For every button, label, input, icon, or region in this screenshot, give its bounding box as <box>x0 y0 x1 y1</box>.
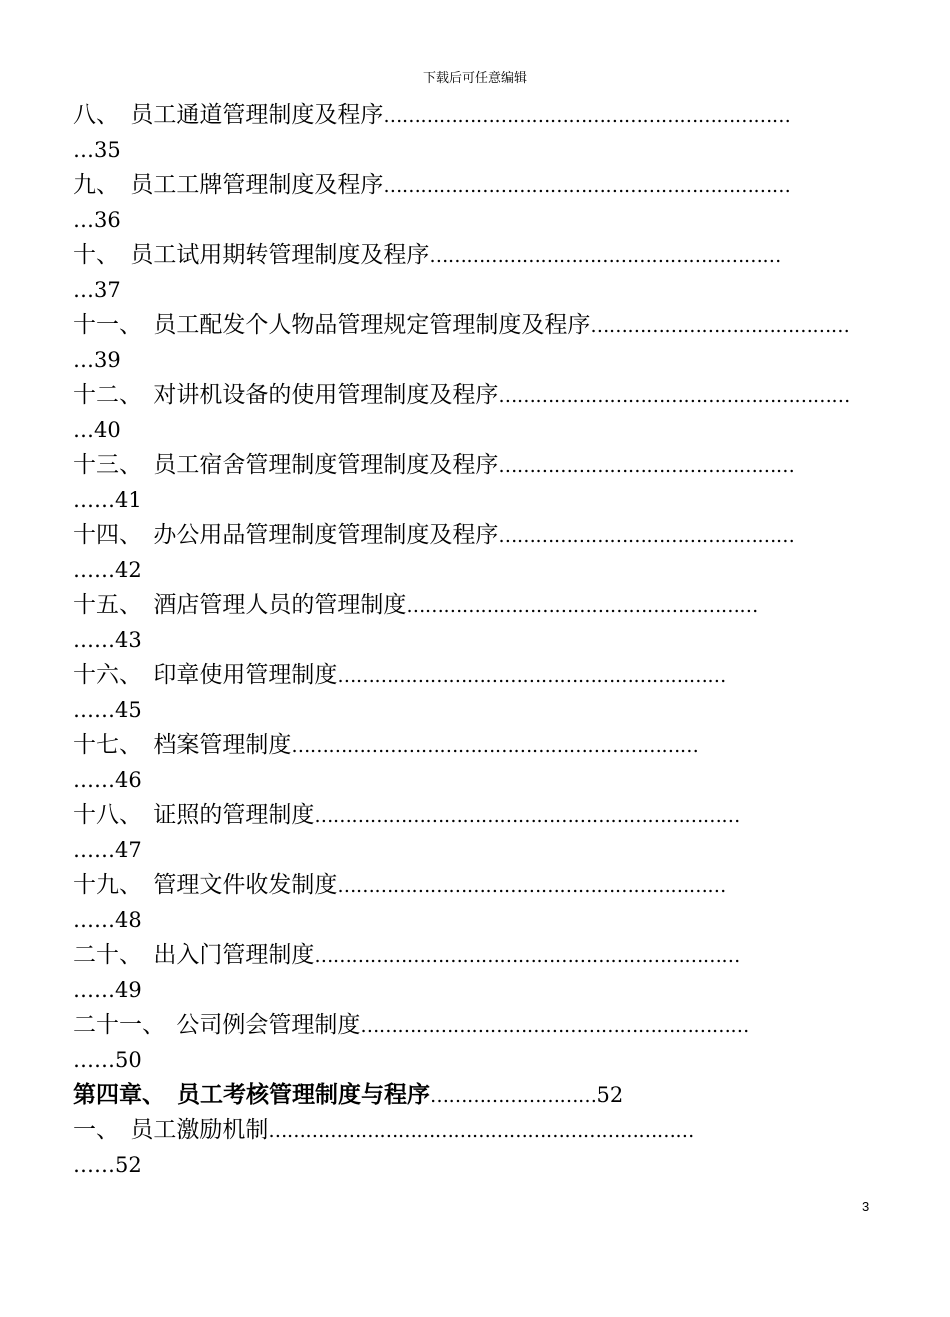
entry-title: 办公用品管理制度管理制度及程序 <box>153 522 499 548</box>
entry-page-ref: ……52 <box>73 1153 142 1177</box>
entry-number: 十七、 <box>73 732 142 758</box>
entry-page-ref: …35 <box>73 138 121 162</box>
entry-number: 十、 <box>73 242 119 268</box>
entry-page-ref: ……43 <box>73 628 142 652</box>
dot-leader: ………………………………………………… <box>498 385 850 407</box>
dot-leader: ………………………………………… <box>498 525 795 547</box>
entry-page-ref: …36 <box>73 208 121 232</box>
dot-leader: …………………………………………………………… <box>314 805 740 827</box>
entry-page-ref: ……42 <box>73 558 142 582</box>
entry-number: 十八、 <box>73 802 142 828</box>
entry-title: 印章使用管理制度 <box>153 662 338 688</box>
dot-leader: ……………………………………………………… <box>337 875 726 897</box>
entry-number: 九、 <box>73 172 119 198</box>
entry-number: 十六、 <box>73 662 142 688</box>
dot-leader: ……………………… <box>430 1085 597 1107</box>
entry-page-ref: ……47 <box>73 838 142 862</box>
entry-page-ref: …39 <box>73 348 121 372</box>
entry-number: 一、 <box>73 1117 119 1143</box>
dot-leader: ………………………………………………………… <box>291 735 699 757</box>
toc-entry[interactable] <box>73 308 913 378</box>
dot-leader: ………………………………………………… <box>429 245 781 267</box>
toc-entry[interactable] <box>73 588 913 658</box>
entry-page-ref: …37 <box>73 278 121 302</box>
toc-entry[interactable] <box>73 798 913 868</box>
entry-title: 出入门管理制度 <box>153 942 315 968</box>
chapter-page-ref: 52 <box>596 1083 624 1107</box>
entry-title: 员工通道管理制度及程序 <box>130 102 384 128</box>
dot-leader: …………………………………………………………… <box>268 1120 694 1142</box>
entry-title: 公司例会管理制度 <box>176 1012 361 1038</box>
toc-entry[interactable] <box>73 938 913 1008</box>
toc-entry[interactable] <box>73 238 913 308</box>
dot-leader: …………………………………… <box>590 315 850 337</box>
entry-title: 员工激励机制 <box>130 1117 269 1143</box>
entry-title: 员工宿舍管理制度管理制度及程序 <box>153 452 499 478</box>
toc-entry[interactable] <box>73 868 913 938</box>
entry-page-ref: ……46 <box>73 768 142 792</box>
entry-page-ref: …40 <box>73 418 121 442</box>
entry-title: 员工工牌管理制度及程序 <box>130 172 384 198</box>
dot-leader: ………………………………………………………… <box>383 105 791 127</box>
toc-entry[interactable] <box>73 1113 913 1183</box>
chapter-title: 员工考核管理制度与程序 <box>177 1082 431 1108</box>
dot-leader: …………………………………………………………… <box>314 945 740 967</box>
toc-entry[interactable] <box>73 728 913 798</box>
entry-number: 十九、 <box>73 872 142 898</box>
entry-number: 十三、 <box>73 452 142 478</box>
dot-leader: ……………………………………………………… <box>337 665 726 687</box>
entry-title: 证照的管理制度 <box>153 802 315 828</box>
page-header: 下载后可任意编辑 <box>422 71 527 86</box>
entry-title: 档案管理制度 <box>153 732 292 758</box>
entry-number: 十五、 <box>73 592 142 618</box>
toc-entry[interactable] <box>73 168 913 238</box>
entry-page-ref: ……45 <box>73 698 142 722</box>
chapter-number: 第四章、 <box>73 1082 165 1108</box>
toc-entry[interactable] <box>73 98 913 168</box>
table-of-contents <box>73 98 913 1183</box>
entry-number: 十一、 <box>73 312 142 338</box>
toc-entry[interactable] <box>73 658 913 728</box>
entry-title: 员工配发个人物品管理规定管理制度及程序 <box>153 312 591 338</box>
page-number: 3 <box>862 1199 870 1214</box>
entry-number: 十二、 <box>73 382 142 408</box>
entry-number: 八、 <box>73 102 119 128</box>
dot-leader: ………………………………………………… <box>406 595 758 617</box>
toc-entry[interactable] <box>73 448 913 518</box>
toc-entry[interactable] <box>73 1008 913 1078</box>
entry-page-ref: ……49 <box>73 978 142 1002</box>
entry-title: 酒店管理人员的管理制度 <box>153 592 407 618</box>
entry-title: 员工试用期转管理制度及程序 <box>130 242 430 268</box>
entry-page-ref: ……41 <box>73 488 142 512</box>
dot-leader: ……………………………………………………… <box>360 1015 749 1037</box>
toc-entry[interactable] <box>73 518 913 588</box>
dot-leader: ………………………………………………………… <box>383 175 791 197</box>
entry-number: 二十、 <box>73 942 142 968</box>
toc-entry[interactable] <box>73 378 913 448</box>
entry-title: 管理文件收发制度 <box>153 872 338 898</box>
toc-chapter-heading[interactable] <box>73 1078 913 1113</box>
entry-number: 二十一、 <box>73 1012 165 1038</box>
entry-title: 对讲机设备的使用管理制度及程序 <box>153 382 499 408</box>
entry-page-ref: ……50 <box>73 1048 142 1072</box>
entry-number: 十四、 <box>73 522 142 548</box>
entry-page-ref: ……48 <box>73 908 142 932</box>
dot-leader: ………………………………………… <box>498 455 795 477</box>
